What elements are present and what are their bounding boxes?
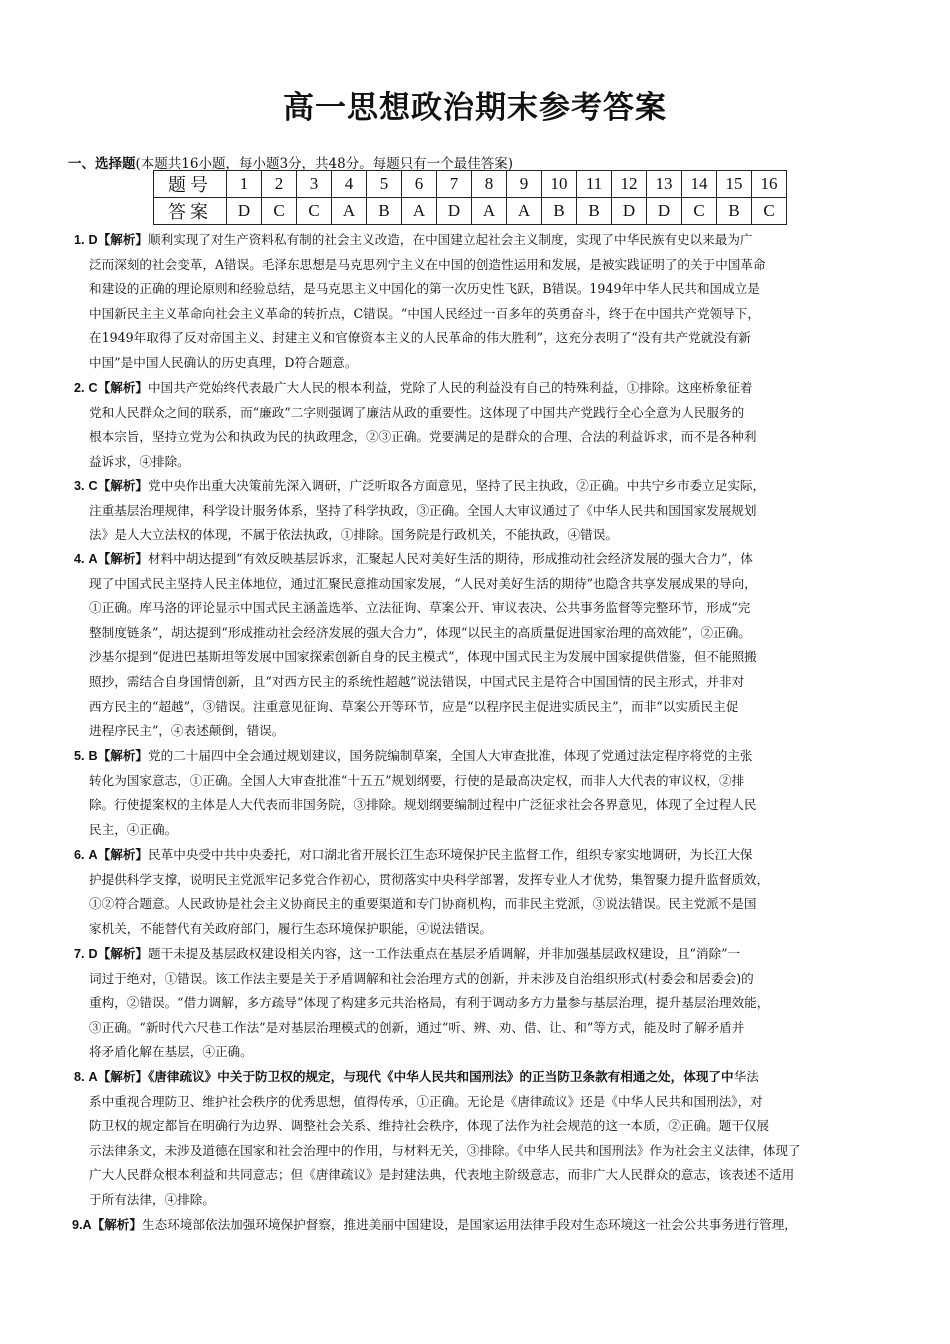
explanation-line: 党中央作出重大决策前先深入调研，广泛听取各方面意见，坚持了民主执政，②正确。中共宁乡市委立足实际， bbox=[148, 478, 766, 493]
table-cell-answer: D bbox=[647, 198, 682, 225]
table-cell-answer: C bbox=[262, 198, 297, 225]
section-heading bbox=[68, 152, 513, 172]
explanation-line: 和建设的正确的理论原则和经验总结，是马克思主义中国化的第一次历史性飞跃，B错误。1949年中华人民共和国成立是 bbox=[89, 281, 760, 297]
explanation-line: 除。行使提案权的主体是人大代表而非国务院，③排除。规划纲要编制过程中广泛征求社会各界意见，体现了全过程人民 bbox=[89, 797, 757, 813]
table-cell-answer: B bbox=[367, 198, 402, 225]
explanation-line: 中国”是中国人民确认的历史真理，D符合题意。 bbox=[89, 354, 358, 370]
explanation-line: 西方民主的“超越”，③错误。注重意见征询、草案公开等环节，应是“以程序民主促进实质民主”，而非“以实质民主促 bbox=[89, 698, 739, 714]
table-cell-number: 10 bbox=[542, 171, 577, 198]
explanation-line: 顺利实现了对生产资料私有制的社会主义改造，在中国建立起社会主义制度，实现了中华民族有史以来最为广 bbox=[148, 232, 753, 247]
explanation-line: 注重基层治理规律，科学设计服务体系，坚持了科学执政，③正确。全国人大审议通过了《中华人民共和国国家发展规划 bbox=[89, 502, 757, 518]
explanation-line: 党的二十届四中全会通过规划建议，国务院编制草案，全国人大审查批准，体现了党通过法定程序将党的主张 bbox=[148, 748, 753, 763]
explanation-line: 现了中国式民主坚持人民主体地位，通过汇聚民意推动国家发展，“人民对美好生活的期待”也隐含共享发展成果的导向， bbox=[89, 575, 757, 591]
question-1-explanation bbox=[74, 228, 882, 376]
table-cell-answer: C bbox=[752, 198, 787, 225]
table-cell-answer: B bbox=[542, 198, 577, 225]
question-number: 3. bbox=[74, 479, 85, 493]
explanation-line: 民主，④正确。 bbox=[89, 821, 178, 837]
question-answer-head: D【解析】 bbox=[88, 233, 149, 247]
question-answer-head: A【解析】 bbox=[88, 552, 149, 566]
explanation-line: 广大人民群众根本利益和共同意志；但《唐律疏议》是封建法典，代表地主阶级意志，而非广大人民群众的意志，该表述不适用 bbox=[89, 1167, 795, 1183]
explanation-line: 中国新民主主义革命向社会主义革命的转折点，C错误。“中国人民经过一百多年的英勇奋斗，终于在中国共产党领导下， bbox=[89, 305, 760, 321]
explanation-line: 题干未提及基层政权建设相关内容，这一工作法重点在基层矛盾调解，并非加强基层政权建设，且“消除”一 bbox=[148, 946, 741, 961]
table-cell-answer: D bbox=[227, 198, 262, 225]
explanation-line: 在1949年取得了反对帝国主义、封建主义和官僚资本主义的人民革命的伟大胜利”，这充分表明了“没有共产党就没有新 bbox=[89, 330, 752, 346]
question-number: 5. bbox=[74, 749, 85, 763]
explanation-line: ①②符合题意。人民政协是社会主义协商民主的重要渠道和专门协商机构，而非民主党派，③说法错误。民主党派不是国 bbox=[89, 896, 757, 912]
explanation-line: 防卫权的规定都旨在明确行为边界、调整社会关系、维持社会秩序，体现了法作为社会规范的这一本质，②正确。题干仅展 bbox=[89, 1118, 770, 1134]
table-header-answer: 答案 bbox=[154, 198, 227, 225]
question-2-explanation bbox=[74, 376, 882, 474]
question-5-explanation bbox=[74, 744, 882, 842]
table-header-number: 题号 bbox=[154, 171, 227, 198]
question-number: 2. bbox=[74, 381, 85, 395]
table-cell-number: 12 bbox=[612, 171, 647, 198]
page-title: 高一思想政治期末参考答案 bbox=[283, 90, 667, 126]
answer-table-number-row bbox=[154, 171, 787, 198]
table-cell-answer: A bbox=[507, 198, 542, 225]
question-7-explanation bbox=[74, 942, 882, 1065]
table-cell-number: 14 bbox=[682, 171, 717, 198]
question-answer-head: A【解析】 bbox=[82, 1218, 142, 1232]
table-cell-number: 11 bbox=[577, 171, 612, 198]
explanation-line: 将矛盾化解在基层，④正确。 bbox=[89, 1044, 253, 1060]
explanation-line: 民革中央受中共中央委托，对口湖北省开展长江生态环境保护民主监督工作，组织专家实地调研，为长江大保 bbox=[148, 847, 753, 862]
question-9-explanation bbox=[72, 1213, 880, 1238]
table-cell-number: 16 bbox=[752, 171, 787, 198]
answer-table bbox=[153, 170, 787, 225]
question-number: 8. bbox=[74, 1070, 85, 1084]
table-cell-answer: A bbox=[332, 198, 367, 225]
table-cell-number: 13 bbox=[647, 171, 682, 198]
explanation-line: 华法 bbox=[733, 1069, 759, 1084]
explanation-line: 转化为国家意志，①正确。全国人大审查批准“十五五”规划纲要，行使的是最高决定权，而非人大代表的审议权，②排 bbox=[89, 772, 745, 788]
table-cell-number: 6 bbox=[402, 171, 437, 198]
explanation-line: 词过于绝对，①错误。该工作法主要是关于矛盾调解和社会治理方式的创新，并未涉及自治组织形式(村委会和居委会)的 bbox=[89, 970, 754, 986]
table-cell-number: 3 bbox=[297, 171, 332, 198]
explanation-line: 进程序民主”，④表述颠倒，错误。 bbox=[89, 723, 285, 739]
question-3-explanation bbox=[74, 474, 882, 548]
explanation-line: 材料中胡达提到“有效反映基层诉求，汇聚起人民对美好生活的期待，形成推动社会经济发展的强大合力”，体 bbox=[148, 551, 753, 566]
question-answer-head: A【解析】 bbox=[88, 848, 149, 862]
table-cell-answer: C bbox=[682, 198, 717, 225]
explanation-line: 党和人民群众之间的联系，而“廉政”二字则强调了廉洁从政的重要性。这体现了中国共产党践行全心全意为人民服务的 bbox=[89, 404, 745, 420]
section-note: (本题共16小题，每小题3分，共48分。每题只有一个最佳答案) bbox=[135, 156, 513, 172]
explanation-line: 沙基尔提到“促进巴基斯坦等发展中国家探索创新自身的民主模式”，体现中国式民主为发展中国家提供借鉴，但不能照搬 bbox=[89, 649, 757, 665]
question-answer-head: D【解析】 bbox=[88, 947, 149, 961]
explanation-line: ③正确。“新时代六尺巷工作法”是对基层治理模式的创新，通过“听、辨、劝、借、让、和”等方式，能及时了解矛盾并 bbox=[89, 1019, 745, 1035]
answer-table-answer-row bbox=[154, 198, 787, 225]
table-cell-answer: D bbox=[612, 198, 647, 225]
explanation-bold-line: 《唐律疏议》中关于防卫权的规定，与现代《中华人民共和国刑法》的正当防卫条款有相通之处，体现了中 bbox=[148, 1069, 734, 1084]
explanation-line: 护提供科学支撑，说明民主党派牢记多党合作初心，贯彻落实中央科学部署，发挥专业人才优势，集智聚力提升监督质效， bbox=[89, 871, 770, 887]
table-cell-answer: C bbox=[297, 198, 332, 225]
table-cell-number: 2 bbox=[262, 171, 297, 198]
table-cell-number: 4 bbox=[332, 171, 367, 198]
explanation-line: 中国共产党始终代表最广大人民的根本利益，党除了人民的利益没有自己的特殊利益，①排除。这座桥象征着 bbox=[148, 380, 753, 395]
explanation-line: 家机关，不能替代有关政府部门，履行生态环境保护职能，④说法错误。 bbox=[89, 920, 492, 936]
explanation-line: 益诉求，④排除。 bbox=[89, 453, 190, 469]
table-cell-number: 1 bbox=[227, 171, 262, 198]
table-cell-answer: A bbox=[402, 198, 437, 225]
question-number: 6. bbox=[74, 848, 85, 862]
explanation-line: 示法律条文，未涉及道德在国家和社会治理中的作用，与材料无关，③排除。《中华人民共和国刑法》作为社会主义法律，体现了 bbox=[89, 1142, 801, 1158]
table-cell-number: 7 bbox=[437, 171, 472, 198]
question-number: 7. bbox=[74, 947, 85, 961]
question-answer-head: B【解析】 bbox=[88, 749, 149, 763]
table-cell-number: 5 bbox=[367, 171, 402, 198]
table-cell-number: 8 bbox=[472, 171, 507, 198]
explanation-line: 生态环境部依法加强环境保护督察，推进美丽中国建设，是国家运用法律手段对生态环境这一社会公共事务进行管理， bbox=[142, 1217, 797, 1232]
question-6-explanation bbox=[74, 843, 882, 941]
question-number: 9. bbox=[72, 1218, 83, 1232]
section-label: 一、选择题 bbox=[68, 156, 136, 172]
table-cell-answer: A bbox=[472, 198, 507, 225]
explanation-line: 于所有法律，④排除。 bbox=[89, 1191, 215, 1207]
explanation-line: 法》是人大立法权的体现，不属于依法执政，①排除。国务院是行政机关，不能执政，④错误。 bbox=[89, 527, 618, 543]
table-cell-number: 9 bbox=[507, 171, 542, 198]
question-4-explanation bbox=[74, 547, 882, 744]
question-number: 1. bbox=[74, 233, 85, 247]
table-cell-number: 15 bbox=[717, 171, 752, 198]
explanation-line: 泛而深刻的社会变革，A错误。毛泽东思想是马克思列宁主义在中国的创造性运用和发展，是被实践证明了的关于中国革命 bbox=[89, 256, 766, 272]
explanation-line: ①正确。库马洛的评论显示中国式民主涵盖选举、立法征询、草案公开、审议表决、公共事务监督等完整环节，形成“完 bbox=[89, 600, 751, 616]
question-answer-head: C【解析】 bbox=[88, 381, 149, 395]
explanation-line: 照抄，需结合自身国情创新，且“对西方民主的系统性超越”说法错误，中国式民主是符合中国国情的民主形式，并非对 bbox=[89, 673, 745, 689]
table-cell-answer: D bbox=[437, 198, 472, 225]
explanation-line: 根本宗旨，坚持立党为公和执政为民的执政理念，②③正确。党要满足的是群众的合理、合法的利益诉求，而不是各种利 bbox=[89, 429, 757, 445]
question-answer-head: A【解析】 bbox=[88, 1070, 149, 1084]
question-number: 4. bbox=[74, 552, 85, 566]
explanation-line: 整制度链条”，胡达提到“形成推动社会经济发展的强大合力”，体现“以民主的高质量促进国家治理的高效能”，②正确。 bbox=[89, 624, 751, 640]
question-answer-head: C【解析】 bbox=[88, 479, 149, 493]
question-8-explanation bbox=[74, 1065, 882, 1213]
table-cell-answer: B bbox=[577, 198, 612, 225]
explanation-line: 重构，②错误。“借力调解，多方疏导”体现了构建多元共治格局，有利于调动多方力量参与基层治理，提升基层治理效能， bbox=[89, 995, 770, 1011]
explanation-line: 系中重视合理防卫、维护社会秩序的优秀思想，值得传承，①正确。无论是《唐律疏议》还是《中华人民共和国刑法》，对 bbox=[89, 1093, 763, 1109]
table-cell-answer: B bbox=[717, 198, 752, 225]
